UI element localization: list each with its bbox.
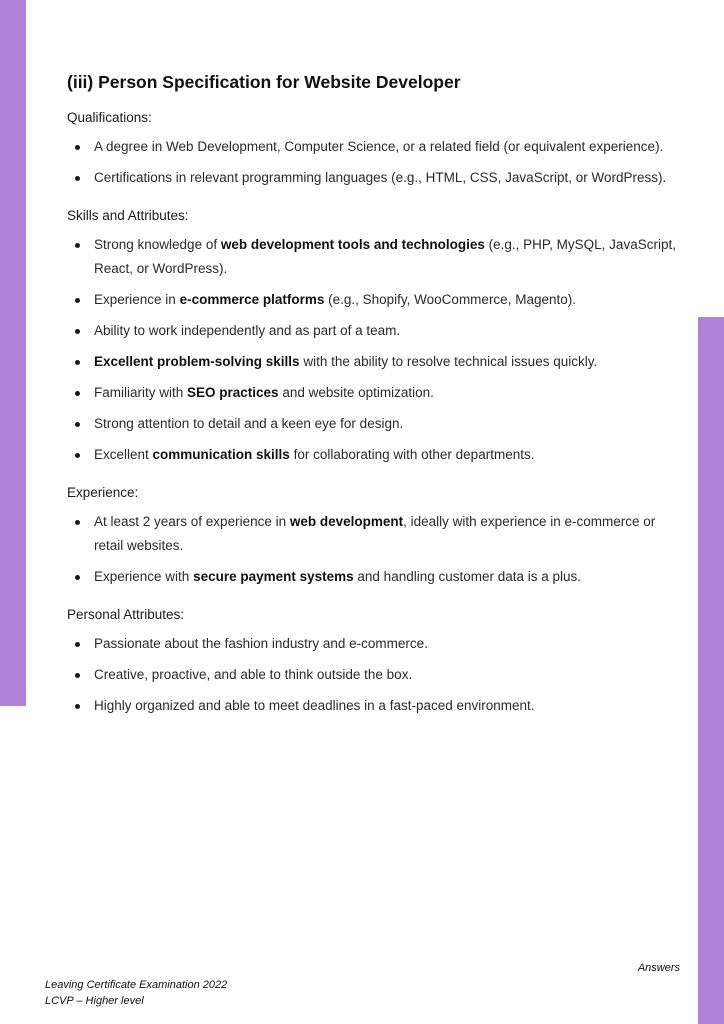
bold-text: web development (289, 514, 404, 529)
section (67, 485, 677, 589)
text-segment: Familiarity with (94, 385, 188, 400)
list-item (67, 319, 677, 343)
text-segment: Highly organized and able to meet deadlines in a fast-paced environment. (94, 698, 535, 713)
bold-text: secure payment systems (193, 569, 354, 584)
bold-text: Excellent problem-solving skills (94, 354, 300, 369)
footer-exam-info (45, 977, 227, 1009)
right-accent-bar (698, 317, 724, 1024)
text-segment: Experience in (94, 292, 180, 307)
footer-answers-label: Answers (637, 962, 680, 974)
page-title: (iii) Person Specification for Website Developer (67, 72, 461, 92)
text-segment: and handling customer data is a plus. (353, 569, 582, 584)
list-item (67, 663, 677, 687)
text-segment: Strong attention to detail and a keen eye for design. (94, 416, 404, 431)
text-segment: with the ability to resolve technical issues quickly. (299, 354, 598, 369)
document-body (67, 72, 677, 736)
text-segment: and website optimization. (278, 385, 434, 400)
text-segment: Certifications in relevant programming languages (e.g., HTML, CSS, JavaScript, or WordPress). (94, 170, 667, 185)
list-item (67, 233, 677, 281)
section (67, 607, 677, 718)
bullet-list (67, 632, 677, 718)
list-item (67, 381, 677, 405)
left-accent-bar (0, 0, 26, 706)
text-segment: (e.g., Shopify, WooCommerce, Magento). (324, 292, 576, 307)
list-item (67, 510, 677, 558)
bold-text: web development tools and technologies (220, 237, 485, 252)
section (67, 110, 677, 190)
list-item (67, 350, 677, 374)
bullet-list (67, 135, 677, 190)
text-segment: Excellent (94, 447, 153, 462)
text-segment: (e.g., PHP, MySQL, JavaScript, React, or WordPress). (94, 237, 676, 276)
list-item (67, 565, 677, 589)
section-heading: Qualifications: (67, 110, 152, 125)
text-segment: Strong knowledge of (94, 237, 221, 252)
text-segment: At least 2 years of experience in (94, 514, 290, 529)
text-segment: A degree in Web Development, Computer Science, or a related field (or equivalent experience). (94, 139, 664, 154)
sections-container (67, 110, 677, 718)
footer-exam-title: Leaving Certificate Examination 2022 (45, 979, 228, 991)
text-segment: , ideally with experience in e-commerce or retail websites. (94, 514, 656, 553)
bullet-list (67, 510, 677, 589)
list-item (67, 694, 677, 718)
list-item (67, 632, 677, 656)
bold-text: e-commerce platforms (179, 292, 325, 307)
section-heading: Personal Attributes: (67, 607, 185, 622)
bold-text: communication skills (152, 447, 290, 462)
bold-text: SEO practices (187, 385, 279, 400)
list-item (67, 412, 677, 436)
text-segment: for collaborating with other departments. (289, 447, 535, 462)
text-segment: Experience with (94, 569, 194, 584)
text-segment: Creative, proactive, and able to think outside the box. (94, 667, 413, 682)
list-item (67, 166, 677, 190)
bullet-list (67, 233, 677, 467)
section-heading: Experience: (67, 485, 139, 500)
text-segment: Passionate about the fashion industry and e-commerce. (94, 636, 428, 651)
section-heading: Skills and Attributes: (67, 208, 189, 223)
text-segment: Ability to work independently and as part of a team. (94, 323, 401, 338)
list-item (67, 135, 677, 159)
list-item (67, 443, 677, 467)
footer-exam-level: LCVP – Higher level (45, 995, 144, 1007)
list-item (67, 288, 677, 312)
section (67, 208, 677, 467)
